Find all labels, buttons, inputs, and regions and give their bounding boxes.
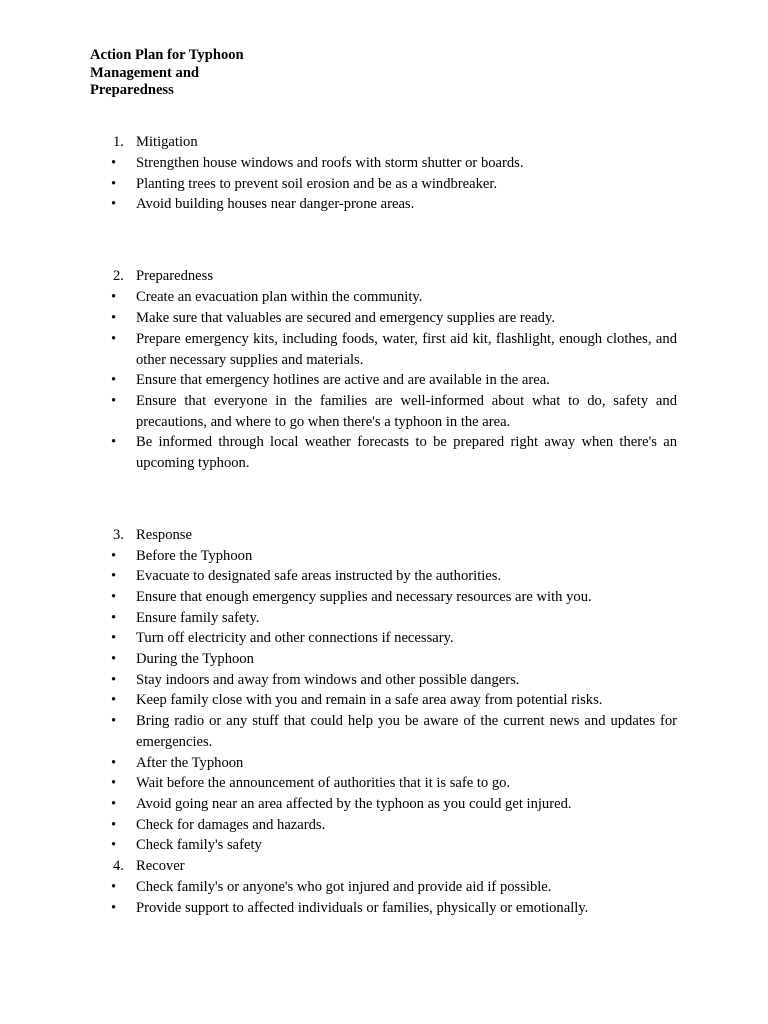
list-item: [110, 815, 677, 836]
list-item-text: Ensure that everyone in the families are well-informed about what to do, safety and precautions, and where to go when there's a typhoon in the area.: [136, 393, 677, 430]
list-item: [110, 546, 677, 567]
section-heading: Recover: [136, 858, 185, 874]
list-item-text: Turn off electricity and other connections if necessary.: [136, 630, 454, 646]
list-item: [110, 670, 677, 691]
list-item-text: Stay indoors and away from windows and other possible dangers.: [136, 672, 520, 688]
list-item-text: After the Typhoon: [136, 755, 244, 771]
bullet-icon: •: [111, 713, 117, 729]
section-number: 2.: [113, 268, 124, 284]
title-line: Preparedness: [90, 82, 174, 98]
section-heading: Response: [136, 527, 192, 543]
list-item-text: Make sure that valuables are secured and emergency supplies are ready.: [136, 310, 555, 326]
section-number: 4.: [113, 858, 124, 874]
bullet-icon: •: [111, 331, 117, 347]
list-item-text: Check family's safety: [136, 837, 262, 853]
title-line: Action Plan for Typhoon: [90, 47, 244, 63]
list-item: [110, 773, 677, 794]
bullet-icon: •: [111, 589, 117, 605]
list-item: [110, 649, 677, 670]
list-item-text: During the Typhoon: [136, 651, 254, 667]
bullet-icon: •: [111, 651, 117, 667]
list-item: [110, 287, 677, 308]
bullet-icon: •: [111, 879, 117, 895]
bullet-icon: •: [111, 196, 117, 212]
bullet-icon: •: [111, 176, 117, 192]
list-item: [110, 391, 677, 432]
list-item-text: Ensure family safety.: [136, 610, 260, 626]
list-item-text: Strengthen house windows and roofs with storm shutter or boards.: [136, 155, 524, 171]
bullet-icon: •: [111, 672, 117, 688]
list-item-text: Check for damages and hazards.: [136, 817, 326, 833]
list-item-text: Bring radio or any stuff that could help you be aware of the current news and updates for emergencies.: [136, 713, 677, 750]
title-line: Management and: [90, 64, 200, 81]
bullet-icon: •: [111, 900, 117, 916]
section-heading-preparedness: [110, 266, 677, 287]
bullet-icon: •: [111, 775, 117, 791]
section-heading-recover: [110, 856, 677, 877]
bullet-icon: •: [111, 630, 117, 646]
list-item: [110, 566, 677, 587]
bullet-icon: •: [111, 568, 117, 584]
bullet-icon: •: [111, 817, 117, 833]
list-item: [110, 877, 677, 898]
list-item: [110, 898, 677, 919]
section-heading-mitigation: [110, 132, 677, 153]
list-item-text: Provide support to affected individuals or families, physically or emotionally.: [136, 900, 589, 916]
list-item: [110, 608, 677, 629]
section-number: 1.: [113, 134, 124, 150]
bullet-icon: •: [111, 310, 117, 326]
list-item-text: Ensure that enough emergency supplies and necessary resources are with you.: [136, 589, 592, 605]
list-item-text: Be informed through local weather forecasts to be prepared right away when there's an upcoming typhoon.: [136, 434, 677, 471]
list-item-text: Keep family close with you and remain in a safe area away from potential risks.: [136, 692, 603, 708]
list-item: [110, 753, 677, 774]
list-item-text: Create an evacuation plan within the community.: [136, 289, 423, 305]
bullet-icon: •: [111, 393, 117, 409]
list-item: [110, 628, 677, 649]
bullet-icon: •: [111, 692, 117, 708]
list-item-text: Avoid building houses near danger-prone areas.: [136, 196, 415, 212]
bullet-icon: •: [111, 837, 117, 853]
bullet-icon: •: [111, 155, 117, 171]
list-item: [110, 329, 677, 370]
section-heading: Mitigation: [136, 134, 198, 150]
list-item: [110, 153, 677, 174]
list-item: [110, 690, 677, 711]
document-title: [90, 47, 290, 100]
section-heading: Preparedness: [136, 268, 213, 284]
list-item-text: Evacuate to designated safe areas instructed by the authorities.: [136, 568, 502, 584]
list-item-text: Planting trees to prevent soil erosion and be as a windbreaker.: [136, 176, 498, 192]
list-item: [110, 587, 677, 608]
list-item: [110, 174, 677, 195]
list-item: [110, 370, 677, 391]
bullet-icon: •: [111, 548, 117, 564]
list-item: [110, 432, 677, 473]
bullet-icon: •: [111, 434, 117, 450]
list-item-text: Wait before the announcement of authorities that it is safe to go.: [136, 775, 511, 791]
list-item: [110, 711, 677, 752]
list-item-text: Before the Typhoon: [136, 548, 253, 564]
bullet-icon: •: [111, 610, 117, 626]
bullet-icon: •: [111, 289, 117, 305]
list-item-text: Check family's or anyone's who got injured and provide aid if possible.: [136, 879, 552, 895]
list-item-text: Avoid going near an area affected by the typhoon as you could get injured.: [136, 796, 572, 812]
list-item-text: Prepare emergency kits, including foods, water, first aid kit, flashlight, enough clothes, and other necessary supplies and materials.: [136, 331, 677, 368]
list-item-text: Ensure that emergency hotlines are active and are available in the area.: [136, 372, 550, 388]
list-item: [110, 794, 677, 815]
section-number: 3.: [113, 527, 124, 543]
bullet-icon: •: [111, 372, 117, 388]
list-item: [110, 308, 677, 329]
list-item: [110, 194, 677, 215]
list-item: [110, 835, 677, 856]
section-heading-response: [110, 525, 677, 546]
bullet-icon: •: [111, 755, 117, 771]
bullet-icon: •: [111, 796, 117, 812]
